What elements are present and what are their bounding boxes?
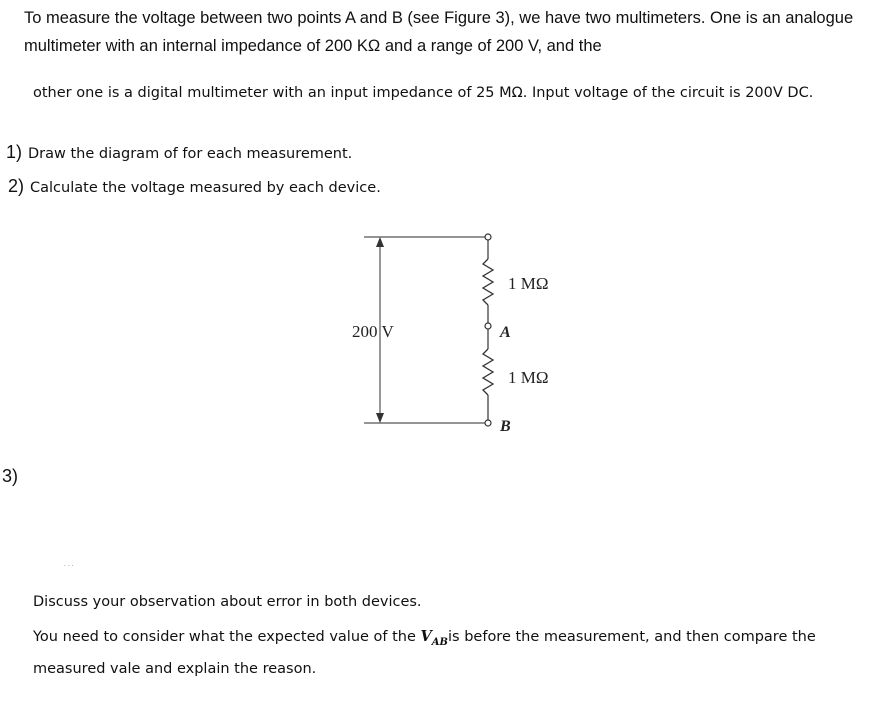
impedance-paragraph: other one is a digital multimeter with an input impedance of 25 MΩ. Input voltage of the circuit is 200V DC. xyxy=(33,85,814,101)
question-number-3: 3) xyxy=(2,466,19,486)
discussion-line-1: Discuss your observation about error in both devices. xyxy=(33,594,422,610)
question-item-2 xyxy=(8,176,381,197)
question-text-1: Draw the diagram of for each measurement. xyxy=(28,146,353,162)
discussion-line-2 xyxy=(33,624,853,682)
discussion-text-before: You need to consider what the expected value of the xyxy=(33,629,421,645)
top-terminal xyxy=(485,234,491,240)
question-item-1 xyxy=(6,142,352,163)
node-b-label: B xyxy=(500,418,511,435)
voltage-arrow-down-head xyxy=(376,413,384,423)
vab-symbol: $V_{AB}$ xyxy=(420,628,449,648)
node-b-terminal xyxy=(485,420,491,426)
discussion-text-after: is before the measurement, and then compare the measured vale and explain the reason. xyxy=(33,629,816,677)
voltage-arrow-up-head xyxy=(376,237,384,247)
resistor-2 xyxy=(483,349,493,395)
question-number-2: 2) xyxy=(8,176,25,196)
node-a-label: A xyxy=(500,324,511,341)
voltage-label: 200 V xyxy=(352,322,394,341)
intro-paragraph: To measure the voltage between two points A and B (see Figure 3), we have two multimeters. One is an analogue multimeter with an internal impedance of 200 KΩ and a range of 200 V, and the xyxy=(24,9,854,55)
question-number-1: 1) xyxy=(6,142,23,162)
question-item-3 xyxy=(2,466,18,487)
resistor-1 xyxy=(483,259,493,305)
question-text-2: Calculate the voltage measured by each device. xyxy=(30,180,381,196)
r2-label: 1 MΩ xyxy=(508,368,549,387)
node-a-terminal xyxy=(485,323,491,329)
r1-label: 1 MΩ xyxy=(508,274,549,293)
stray-marks: · · · xyxy=(64,563,74,570)
circuit-figure xyxy=(340,225,600,445)
